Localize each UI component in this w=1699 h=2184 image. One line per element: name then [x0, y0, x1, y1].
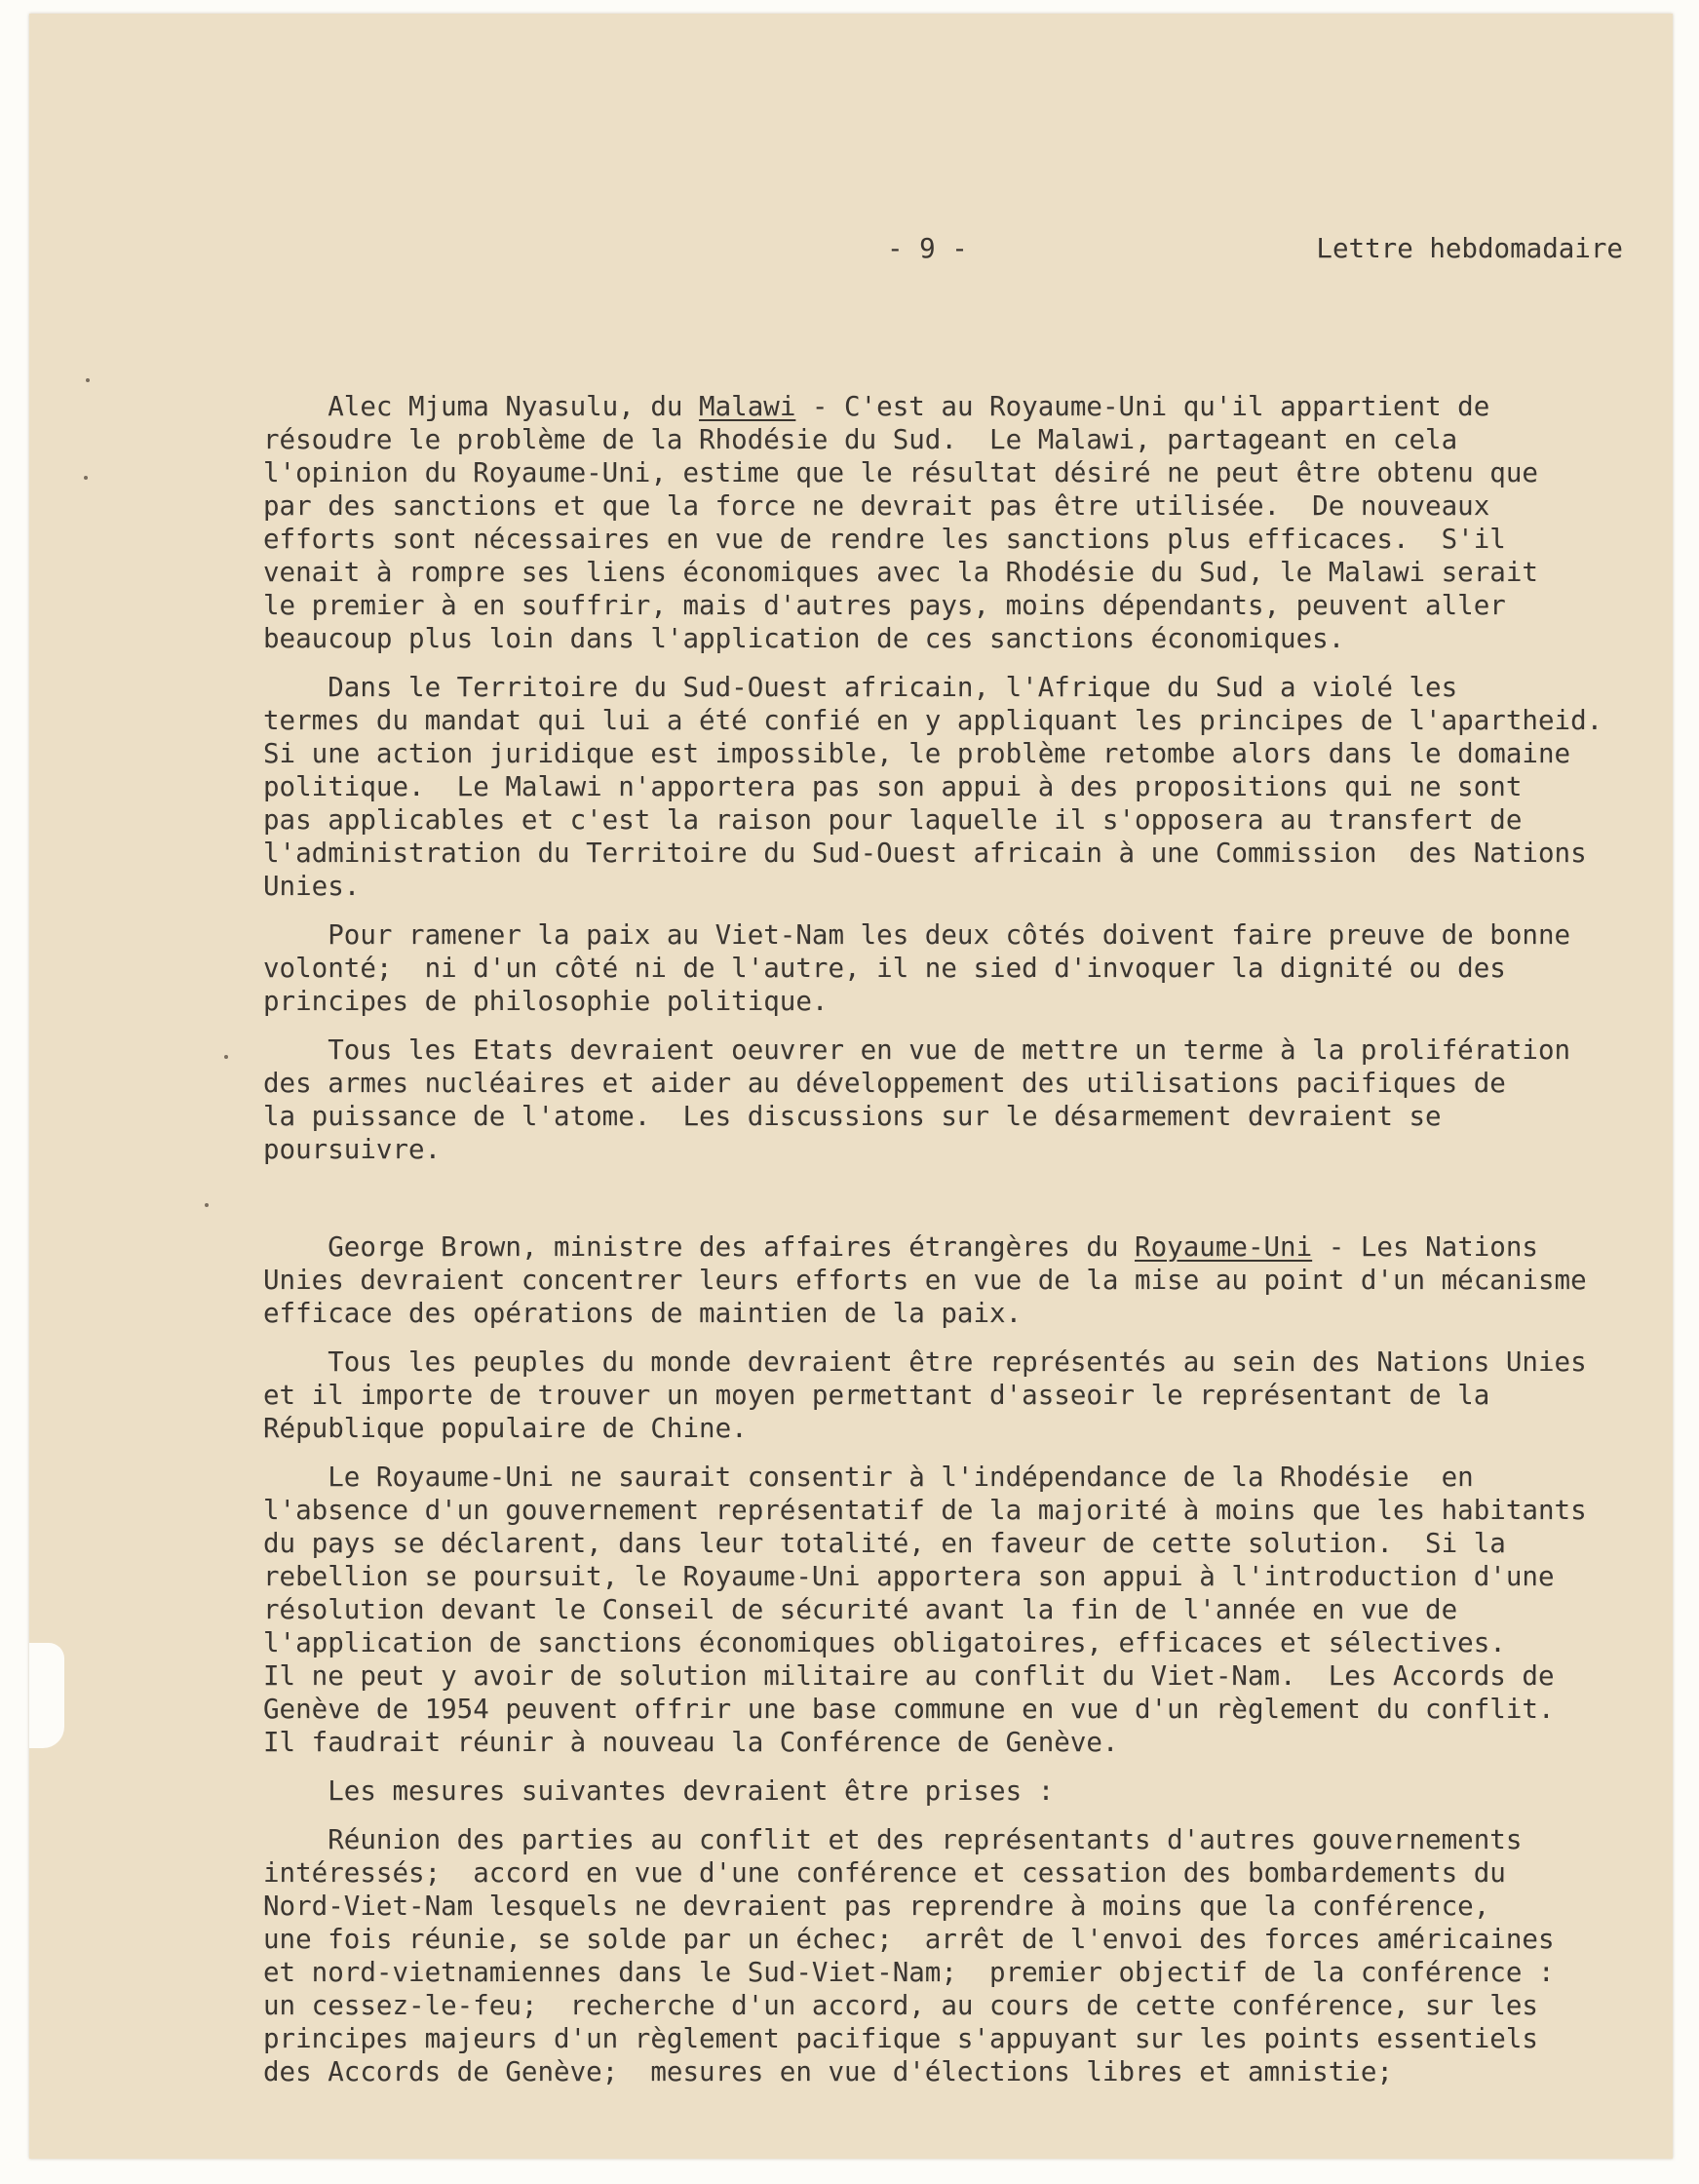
line-text: un cessez-le-feu; recherche d'un accord, au cours de cette conférence, sur les	[263, 1990, 1538, 2021]
paragraph	[263, 390, 1623, 655]
line-text: Le Royaume-Uni ne saurait consentir à l'indépendance de la Rhodésie en	[263, 1462, 1474, 1493]
line-text: des Accords de Genève; mesures en vue d'élections libres et amnistie;	[263, 2056, 1393, 2087]
text-line	[263, 556, 1623, 589]
line-text: principes majeurs d'un règlement pacifique s'appuyant sur les points essentiels	[263, 2023, 1538, 2054]
line-text: Réunion des parties au conflit et des représentants d'autres gouvernements	[263, 1824, 1523, 1855]
text-line	[263, 456, 1623, 489]
text-line	[263, 1823, 1623, 1856]
text-line	[263, 390, 1623, 423]
text-line	[263, 589, 1623, 622]
text-line	[263, 1494, 1623, 1527]
document-body	[263, 166, 1623, 2137]
paragraph	[263, 1230, 1623, 1330]
text-line	[263, 1593, 1623, 1626]
page-header	[263, 232, 1623, 265]
text-line	[263, 1923, 1623, 1956]
line-text: Unies.	[263, 871, 361, 902]
line-text: Tous les peuples du monde devraient être représentés au sein des Nations Unies	[263, 1346, 1587, 1378]
line-text: par des sanctions et que la force ne devrait pas être utilisée. De nouveaux	[263, 490, 1490, 522]
text-line	[263, 1856, 1623, 1890]
line-text: politique. Le Malawi n'apportera pas son appui à des propositions qui ne sont	[263, 771, 1523, 802]
page-number: - 9 -	[887, 233, 968, 264]
text-line	[263, 622, 1623, 655]
text-line	[263, 770, 1623, 803]
ink-speck	[84, 476, 88, 480]
paragraph	[263, 671, 1623, 903]
line-text: l'opinion du Royaume-Uni, estime que le résultat désiré ne peut être obtenu que	[263, 457, 1538, 488]
text-line	[263, 837, 1623, 870]
line-text: rebellion se poursuit, le Royaume-Uni apportera son appui à l'introduction d'une	[263, 1561, 1555, 1592]
line-text: République populaire de Chine.	[263, 1413, 748, 1444]
text-line	[263, 1726, 1623, 1759]
country-name: Royaume-Uni	[1135, 1231, 1313, 1263]
line-text: efficace des opérations de maintien de la paix.	[263, 1298, 1023, 1329]
text-line	[263, 671, 1623, 704]
text-line	[263, 1956, 1623, 1989]
text-line	[263, 1560, 1623, 1593]
line-text: poursuivre.	[263, 1134, 442, 1165]
text-line	[263, 803, 1623, 837]
torn-margin	[29, 1643, 64, 1748]
line-text: Si une action juridique est impossible, le problème retombe alors dans le domaine	[263, 738, 1571, 769]
line-text: Dans le Territoire du Sud-Ouest africain, l'Afrique du Sud a violé les	[263, 672, 1458, 703]
line-text: Genève de 1954 peuvent offrir une base commune en vue d'un règlement du conflit.	[263, 1694, 1555, 1725]
line-text: le premier à en souffrir, mais d'autres pays, moins dépendants, peuvent aller	[263, 590, 1506, 621]
paragraph	[263, 1823, 1623, 2088]
line-text: l'absence d'un gouvernement représentatif de la majorité à moins que les habitants	[263, 1495, 1587, 1526]
text-line	[263, 918, 1623, 952]
text-line	[263, 1100, 1623, 1133]
text-line	[263, 1693, 1623, 1726]
line-text: George Brown, ministre des affaires étrangères du	[263, 1231, 1136, 1263]
text-line	[263, 2055, 1623, 2088]
text-line	[263, 1346, 1623, 1379]
line-text: efforts sont nécessaires en vue de rendre les sanctions plus efficaces. S'il	[263, 524, 1506, 555]
text-line	[263, 952, 1623, 985]
paragraph	[263, 1034, 1623, 1166]
line-text: du pays se déclarent, dans leur totalité, en faveur de cette solution. Si la	[263, 1528, 1506, 1559]
text-line	[263, 1461, 1623, 1494]
line-text: - Les Nations	[1312, 1231, 1538, 1263]
line-text: intéressés; accord en vue d'une conférence et cessation des bombardements du	[263, 1857, 1506, 1889]
line-text: Il ne peut y avoir de solution militaire au conflit du Viet-Nam. Les Accords de	[263, 1660, 1555, 1692]
line-text: Tous les Etats devraient oeuvrer en vue de mettre un terme à la prolifération	[263, 1034, 1571, 1066]
line-text: des armes nucléaires et aider au développement des utilisations pacifiques de	[263, 1068, 1506, 1099]
line-text: résolution devant le Conseil de sécurité avant la fin de l'année en vue de	[263, 1594, 1458, 1625]
line-text: Les mesures suivantes devraient être prises :	[263, 1775, 1055, 1807]
text-line	[263, 1626, 1623, 1659]
text-line	[263, 1264, 1623, 1297]
paragraph	[263, 1346, 1623, 1445]
line-text: Alec Mjuma Nyasulu, du	[263, 391, 700, 422]
line-text: et il importe de trouver un moyen permettant d'asseoir le représentant de la	[263, 1380, 1490, 1411]
text-line	[263, 1297, 1623, 1330]
line-text: principes de philosophie politique.	[263, 986, 829, 1017]
text-line	[263, 1659, 1623, 1693]
text-line	[263, 1890, 1623, 1923]
line-text: Unies devraient concentrer leurs efforts en vue de la mise au point d'un mécanisme	[263, 1265, 1587, 1296]
text-line	[263, 1989, 1623, 2022]
line-text: l'administration du Territoire du Sud-Ouest africain à une Commission des Nations	[263, 838, 1587, 869]
line-text: une fois réunie, se solde par un échec; arrêt de l'envoi des forces américaines	[263, 1924, 1555, 1955]
ink-speck	[86, 378, 90, 382]
text-line	[263, 985, 1623, 1018]
line-text: beaucoup plus loin dans l'application de ces sanctions économiques.	[263, 623, 1345, 654]
line-text: - C'est au Royaume-Uni qu'il appartient de	[795, 391, 1490, 422]
country-name: Malawi	[699, 391, 796, 422]
running-title: Lettre hebdomadaire	[1316, 233, 1623, 264]
text-line	[263, 737, 1623, 770]
paragraph	[263, 918, 1623, 1018]
text-line	[263, 523, 1623, 556]
line-text: résoudre le problème de la Rhodésie du Sud. Le Malawi, partageant en cela	[263, 424, 1458, 455]
text-line	[263, 1230, 1623, 1264]
ink-speck	[224, 1055, 228, 1059]
text-line	[263, 1774, 1623, 1808]
text-line	[263, 2022, 1623, 2055]
line-text: volonté; ni d'un côté ni de l'autre, il ne sied d'invoquer la dignité ou des	[263, 953, 1506, 984]
paragraph	[263, 1461, 1623, 1759]
paragraph-list	[263, 390, 1623, 2088]
line-text: Il faudrait réunir à nouveau la Conférence de Genève.	[263, 1727, 1119, 1758]
text-line	[263, 489, 1623, 523]
text-line	[263, 1379, 1623, 1412]
line-text: Pour ramener la paix au Viet-Nam les deux côtés doivent faire preuve de bonne	[263, 919, 1571, 951]
line-text: termes du mandat qui lui a été confié en y appliquant les principes de l'apartheid.	[263, 705, 1603, 736]
text-line	[263, 870, 1623, 903]
line-text: et nord-vietnamiennes dans le Sud-Viet-Nam; premier objectif de la conférence :	[263, 1957, 1555, 1988]
paragraph	[263, 1774, 1623, 1808]
text-line	[263, 1412, 1623, 1445]
ink-speck	[205, 1203, 209, 1207]
text-line	[263, 1067, 1623, 1100]
text-line	[263, 423, 1623, 456]
line-text: Nord-Viet-Nam lesquels ne devraient pas reprendre à moins que la conférence,	[263, 1891, 1490, 1922]
text-line	[263, 1133, 1623, 1166]
text-line	[263, 1034, 1623, 1067]
line-text: l'application de sanctions économiques obligatoires, efficaces et sélectives.	[263, 1627, 1506, 1658]
line-text: la puissance de l'atome. Les discussions sur le désarmement devraient se	[263, 1101, 1442, 1132]
text-line	[263, 704, 1623, 737]
line-text: pas applicables et c'est la raison pour laquelle il s'opposera au transfert de	[263, 804, 1523, 836]
line-text: venait à rompre ses liens économiques avec la Rhodésie du Sud, le Malawi serait	[263, 557, 1538, 588]
text-line	[263, 1527, 1623, 1560]
